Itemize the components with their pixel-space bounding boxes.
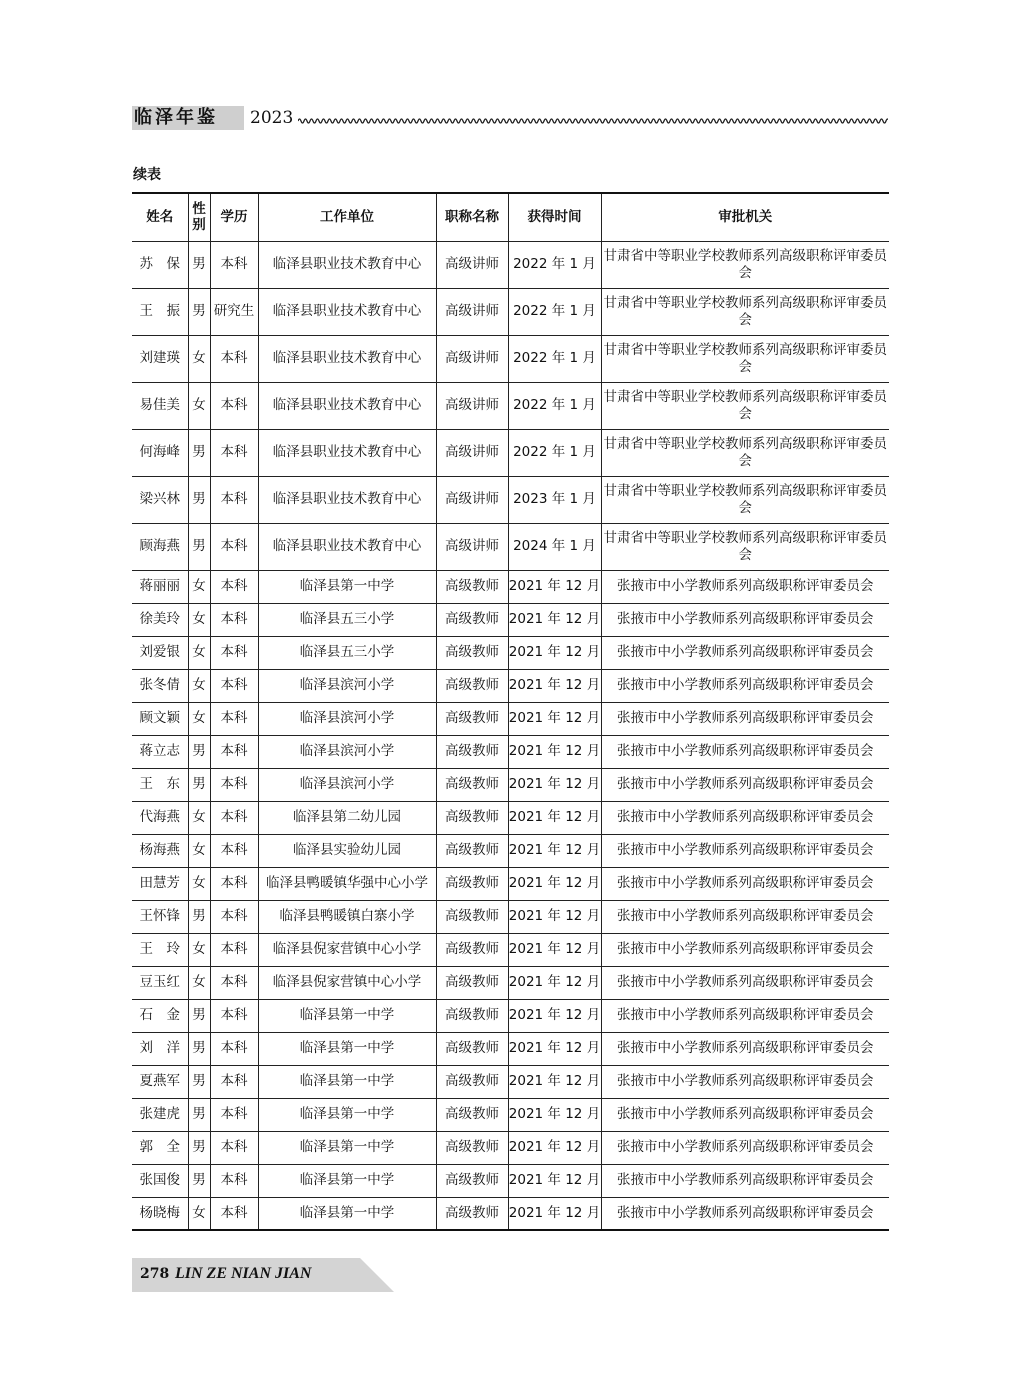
cell-workplace: 临泽县实验幼儿园 [258, 834, 436, 867]
table-row [132, 834, 889, 867]
table-row [132, 933, 889, 966]
cell-name: 苏 保 [132, 241, 188, 288]
cell-date: 2021 年 12 月 [508, 1032, 601, 1065]
cell-workplace: 临泽县第一中学 [258, 1164, 436, 1197]
table-row [132, 636, 889, 669]
cell-name: 蒋丽丽 [132, 570, 188, 603]
cell-name: 杨晓梅 [132, 1197, 188, 1230]
cell-date: 2021 年 12 月 [508, 900, 601, 933]
cell-education: 本科 [210, 1164, 258, 1197]
cell-title: 高级教师 [436, 636, 508, 669]
cell-gender: 男 [188, 1131, 210, 1164]
cell-title: 高级教师 [436, 867, 508, 900]
cell-name: 梁兴林 [132, 476, 188, 523]
table-row [132, 867, 889, 900]
cell-title: 高级讲师 [436, 335, 508, 382]
col-header-date: 获得时间 [508, 193, 601, 241]
cell-authority: 张掖市中小学教师系列高级职称评审委员会 [601, 933, 889, 966]
table-row [132, 801, 889, 834]
cell-gender: 男 [188, 735, 210, 768]
col-header-gender: 性别 [188, 193, 210, 241]
cell-name: 张国俊 [132, 1164, 188, 1197]
cell-gender: 女 [188, 867, 210, 900]
cell-gender: 女 [188, 933, 210, 966]
cell-authority: 甘肃省中等职业学校教师系列高级职称评审委员会 [601, 523, 889, 570]
cell-title: 高级教师 [436, 1098, 508, 1131]
cell-gender: 女 [188, 834, 210, 867]
cell-authority: 张掖市中小学教师系列高级职称评审委员会 [601, 1098, 889, 1131]
cell-authority: 张掖市中小学教师系列高级职称评审委员会 [601, 900, 889, 933]
cell-date: 2021 年 12 月 [508, 702, 601, 735]
col-header-workplace: 工作单位 [258, 193, 436, 241]
cell-gender: 男 [188, 999, 210, 1032]
table-row [132, 1197, 889, 1230]
cell-education: 本科 [210, 669, 258, 702]
col-header-name: 姓名 [132, 193, 188, 241]
cell-date: 2021 年 12 月 [508, 669, 601, 702]
cell-gender: 女 [188, 669, 210, 702]
cell-date: 2021 年 12 月 [508, 570, 601, 603]
cell-name: 何海峰 [132, 429, 188, 476]
cell-education: 本科 [210, 570, 258, 603]
cell-workplace: 临泽县第一中学 [258, 999, 436, 1032]
cell-title: 高级教师 [436, 1065, 508, 1098]
cell-title: 高级教师 [436, 768, 508, 801]
cell-education: 本科 [210, 933, 258, 966]
cell-title: 高级教师 [436, 1197, 508, 1230]
cell-education: 本科 [210, 382, 258, 429]
cell-authority: 张掖市中小学教师系列高级职称评审委员会 [601, 867, 889, 900]
cell-date: 2021 年 12 月 [508, 999, 601, 1032]
cell-date: 2022 年 1 月 [508, 288, 601, 335]
cell-workplace: 临泽县第一中学 [258, 1197, 436, 1230]
cell-authority: 张掖市中小学教师系列高级职称评审委员会 [601, 768, 889, 801]
cell-title: 高级讲师 [436, 382, 508, 429]
page-number: 278 [140, 1266, 170, 1282]
cell-title: 高级教师 [436, 966, 508, 999]
cell-education: 研究生 [210, 288, 258, 335]
cell-name: 王怀锋 [132, 900, 188, 933]
cell-date: 2021 年 12 月 [508, 1164, 601, 1197]
cell-authority: 张掖市中小学教师系列高级职称评审委员会 [601, 1164, 889, 1197]
running-header [132, 100, 888, 134]
col-header-education: 学历 [210, 193, 258, 241]
cell-title: 高级教师 [436, 999, 508, 1032]
table-row [132, 241, 889, 288]
cell-education: 本科 [210, 900, 258, 933]
table-row [132, 1098, 889, 1131]
cell-title: 高级教师 [436, 933, 508, 966]
table-row [132, 1065, 889, 1098]
cell-authority: 甘肃省中等职业学校教师系列高级职称评审委员会 [601, 382, 889, 429]
table-row [132, 702, 889, 735]
cell-education: 本科 [210, 1098, 258, 1131]
cell-authority: 张掖市中小学教师系列高级职称评审委员会 [601, 702, 889, 735]
cell-gender: 男 [188, 900, 210, 933]
cell-education: 本科 [210, 476, 258, 523]
cell-workplace: 临泽县职业技术教育中心 [258, 335, 436, 382]
cell-authority: 张掖市中小学教师系列高级职称评审委员会 [601, 1197, 889, 1230]
cell-name: 豆玉红 [132, 966, 188, 999]
cell-authority: 张掖市中小学教师系列高级职称评审委员会 [601, 999, 889, 1032]
cell-name: 刘爱银 [132, 636, 188, 669]
cell-authority: 张掖市中小学教师系列高级职称评审委员会 [601, 669, 889, 702]
cell-education: 本科 [210, 768, 258, 801]
cell-title: 高级教师 [436, 1032, 508, 1065]
cell-name: 田慧芳 [132, 867, 188, 900]
cell-education: 本科 [210, 523, 258, 570]
cell-gender: 男 [188, 476, 210, 523]
cell-title: 高级讲师 [436, 241, 508, 288]
col-header-authority: 审批机关 [601, 193, 889, 241]
cell-name: 夏燕军 [132, 1065, 188, 1098]
table-row [132, 570, 889, 603]
page-footer [132, 1258, 394, 1292]
cell-date: 2021 年 12 月 [508, 867, 601, 900]
cell-authority: 张掖市中小学教师系列高级职称评审委员会 [601, 1032, 889, 1065]
cell-title: 高级教师 [436, 1164, 508, 1197]
cell-workplace: 临泽县第一中学 [258, 1098, 436, 1131]
cell-gender: 男 [188, 1032, 210, 1065]
cell-gender: 男 [188, 1065, 210, 1098]
cell-authority: 甘肃省中等职业学校教师系列高级职称评审委员会 [601, 241, 889, 288]
header-title: 临泽年鉴 [134, 107, 218, 128]
cell-authority: 张掖市中小学教师系列高级职称评审委员会 [601, 1065, 889, 1098]
cell-title: 高级教师 [436, 702, 508, 735]
cell-workplace: 临泽县鸭暖镇华强中心小学 [258, 867, 436, 900]
cell-workplace: 临泽县滨河小学 [258, 735, 436, 768]
cell-date: 2021 年 12 月 [508, 1098, 601, 1131]
cell-date: 2021 年 12 月 [508, 735, 601, 768]
cell-gender: 男 [188, 288, 210, 335]
table-row [132, 900, 889, 933]
cell-education: 本科 [210, 966, 258, 999]
cell-title: 高级教师 [436, 603, 508, 636]
table-row [132, 603, 889, 636]
cell-gender: 女 [188, 801, 210, 834]
cell-date: 2021 年 12 月 [508, 801, 601, 834]
cell-workplace: 临泽县滨河小学 [258, 702, 436, 735]
cell-authority: 张掖市中小学教师系列高级职称评审委员会 [601, 636, 889, 669]
cell-gender: 男 [188, 523, 210, 570]
table-row [132, 669, 889, 702]
cell-workplace: 临泽县鸭暖镇白寨小学 [258, 900, 436, 933]
cell-title: 高级讲师 [436, 288, 508, 335]
cell-workplace: 临泽县五三小学 [258, 603, 436, 636]
cell-title: 高级教师 [436, 834, 508, 867]
col-header-title: 职称名称 [436, 193, 508, 241]
cell-authority: 甘肃省中等职业学校教师系列高级职称评审委员会 [601, 476, 889, 523]
cell-title: 高级讲师 [436, 476, 508, 523]
cell-date: 2021 年 12 月 [508, 1131, 601, 1164]
cell-date: 2021 年 12 月 [508, 603, 601, 636]
cell-date: 2024 年 1 月 [508, 523, 601, 570]
cell-date: 2021 年 12 月 [508, 768, 601, 801]
cell-education: 本科 [210, 1032, 258, 1065]
cell-authority: 张掖市中小学教师系列高级职称评审委员会 [601, 801, 889, 834]
cell-workplace: 临泽县五三小学 [258, 636, 436, 669]
cell-name: 王 玲 [132, 933, 188, 966]
cell-title: 高级教师 [436, 1131, 508, 1164]
cell-name: 杨海燕 [132, 834, 188, 867]
cell-authority: 张掖市中小学教师系列高级职称评审委员会 [601, 735, 889, 768]
continued-label: 续表 [133, 167, 161, 183]
cell-gender: 男 [188, 429, 210, 476]
table-row [132, 1131, 889, 1164]
cell-education: 本科 [210, 429, 258, 476]
cell-gender: 男 [188, 241, 210, 288]
table-row [132, 1164, 889, 1197]
cell-education: 本科 [210, 1131, 258, 1164]
table-row [132, 382, 889, 429]
table-row [132, 335, 889, 382]
cell-gender: 女 [188, 570, 210, 603]
table-row [132, 768, 889, 801]
cell-education: 本科 [210, 867, 258, 900]
cell-name: 徐美玲 [132, 603, 188, 636]
cell-authority: 甘肃省中等职业学校教师系列高级职称评审委员会 [601, 429, 889, 476]
cell-title: 高级讲师 [436, 523, 508, 570]
cell-education: 本科 [210, 241, 258, 288]
cell-name: 张冬倩 [132, 669, 188, 702]
cell-date: 2021 年 12 月 [508, 966, 601, 999]
cell-name: 顾文颖 [132, 702, 188, 735]
cell-name: 石 金 [132, 999, 188, 1032]
table-row [132, 999, 889, 1032]
cell-workplace: 临泽县倪家营镇中心小学 [258, 933, 436, 966]
cell-gender: 女 [188, 636, 210, 669]
cell-date: 2021 年 12 月 [508, 933, 601, 966]
table-row [132, 523, 889, 570]
cell-workplace: 临泽县职业技术教育中心 [258, 288, 436, 335]
cell-gender: 女 [188, 335, 210, 382]
cell-workplace: 临泽县第一中学 [258, 1065, 436, 1098]
cell-date: 2021 年 12 月 [508, 636, 601, 669]
cell-education: 本科 [210, 999, 258, 1032]
cell-name: 代海燕 [132, 801, 188, 834]
table-row [132, 476, 889, 523]
table-row [132, 429, 889, 476]
cell-workplace: 临泽县职业技术教育中心 [258, 382, 436, 429]
cell-workplace: 临泽县职业技术教育中心 [258, 429, 436, 476]
cell-date: 2021 年 12 月 [508, 1065, 601, 1098]
cell-education: 本科 [210, 735, 258, 768]
cell-date: 2021 年 12 月 [508, 1197, 601, 1230]
cell-gender: 女 [188, 603, 210, 636]
cell-gender: 女 [188, 382, 210, 429]
cell-title: 高级讲师 [436, 429, 508, 476]
cell-name: 王 东 [132, 768, 188, 801]
cell-name: 刘建瑛 [132, 335, 188, 382]
cell-authority: 张掖市中小学教师系列高级职称评审委员会 [601, 1131, 889, 1164]
table-row [132, 966, 889, 999]
cell-title: 高级教师 [436, 570, 508, 603]
cell-workplace: 临泽县职业技术教育中心 [258, 523, 436, 570]
cell-date: 2021 年 12 月 [508, 834, 601, 867]
cell-name: 刘 洋 [132, 1032, 188, 1065]
cell-name: 易佳美 [132, 382, 188, 429]
cell-date: 2022 年 1 月 [508, 382, 601, 429]
cell-workplace: 临泽县职业技术教育中心 [258, 241, 436, 288]
header-year: 2023 [250, 108, 294, 128]
cell-gender: 男 [188, 768, 210, 801]
cell-authority: 张掖市中小学教师系列高级职称评审委员会 [601, 966, 889, 999]
cell-gender: 女 [188, 702, 210, 735]
cell-workplace: 临泽县第一中学 [258, 1131, 436, 1164]
cell-authority: 张掖市中小学教师系列高级职称评审委员会 [601, 570, 889, 603]
cell-title: 高级教师 [436, 900, 508, 933]
cell-authority: 甘肃省中等职业学校教师系列高级职称评审委员会 [601, 335, 889, 382]
cell-gender: 女 [188, 966, 210, 999]
header-wave-rule [298, 116, 888, 126]
cell-name: 张建虎 [132, 1098, 188, 1131]
cell-education: 本科 [210, 335, 258, 382]
cell-education: 本科 [210, 1065, 258, 1098]
cell-authority: 张掖市中小学教师系列高级职称评审委员会 [601, 834, 889, 867]
cell-education: 本科 [210, 702, 258, 735]
table-header-row [132, 193, 889, 241]
cell-workplace: 临泽县滨河小学 [258, 669, 436, 702]
cell-workplace: 临泽县倪家营镇中心小学 [258, 966, 436, 999]
cell-date: 2022 年 1 月 [508, 335, 601, 382]
cell-education: 本科 [210, 834, 258, 867]
cell-workplace: 临泽县第二幼儿园 [258, 801, 436, 834]
cell-workplace: 临泽县第一中学 [258, 570, 436, 603]
cell-name: 王 振 [132, 288, 188, 335]
table-row [132, 735, 889, 768]
cell-education: 本科 [210, 636, 258, 669]
cell-workplace: 临泽县第一中学 [258, 1032, 436, 1065]
cell-gender: 女 [188, 1197, 210, 1230]
cell-gender: 男 [188, 1098, 210, 1131]
cell-education: 本科 [210, 1197, 258, 1230]
cell-workplace: 临泽县职业技术教育中心 [258, 476, 436, 523]
cell-date: 2023 年 1 月 [508, 476, 601, 523]
cell-education: 本科 [210, 603, 258, 636]
cell-name: 顾海燕 [132, 523, 188, 570]
footer-title: LIN ZE NIAN JIAN [175, 1265, 312, 1282]
table-row [132, 1032, 889, 1065]
cell-name: 蒋立志 [132, 735, 188, 768]
cell-title: 高级教师 [436, 801, 508, 834]
cell-education: 本科 [210, 801, 258, 834]
cell-date: 2022 年 1 月 [508, 429, 601, 476]
cell-name: 郭 全 [132, 1131, 188, 1164]
cell-authority: 张掖市中小学教师系列高级职称评审委员会 [601, 603, 889, 636]
cell-title: 高级教师 [436, 669, 508, 702]
table-row [132, 288, 889, 335]
title-table [132, 192, 889, 1231]
cell-workplace: 临泽县滨河小学 [258, 768, 436, 801]
cell-title: 高级教师 [436, 735, 508, 768]
cell-date: 2022 年 1 月 [508, 241, 601, 288]
cell-authority: 甘肃省中等职业学校教师系列高级职称评审委员会 [601, 288, 889, 335]
cell-gender: 男 [188, 1164, 210, 1197]
